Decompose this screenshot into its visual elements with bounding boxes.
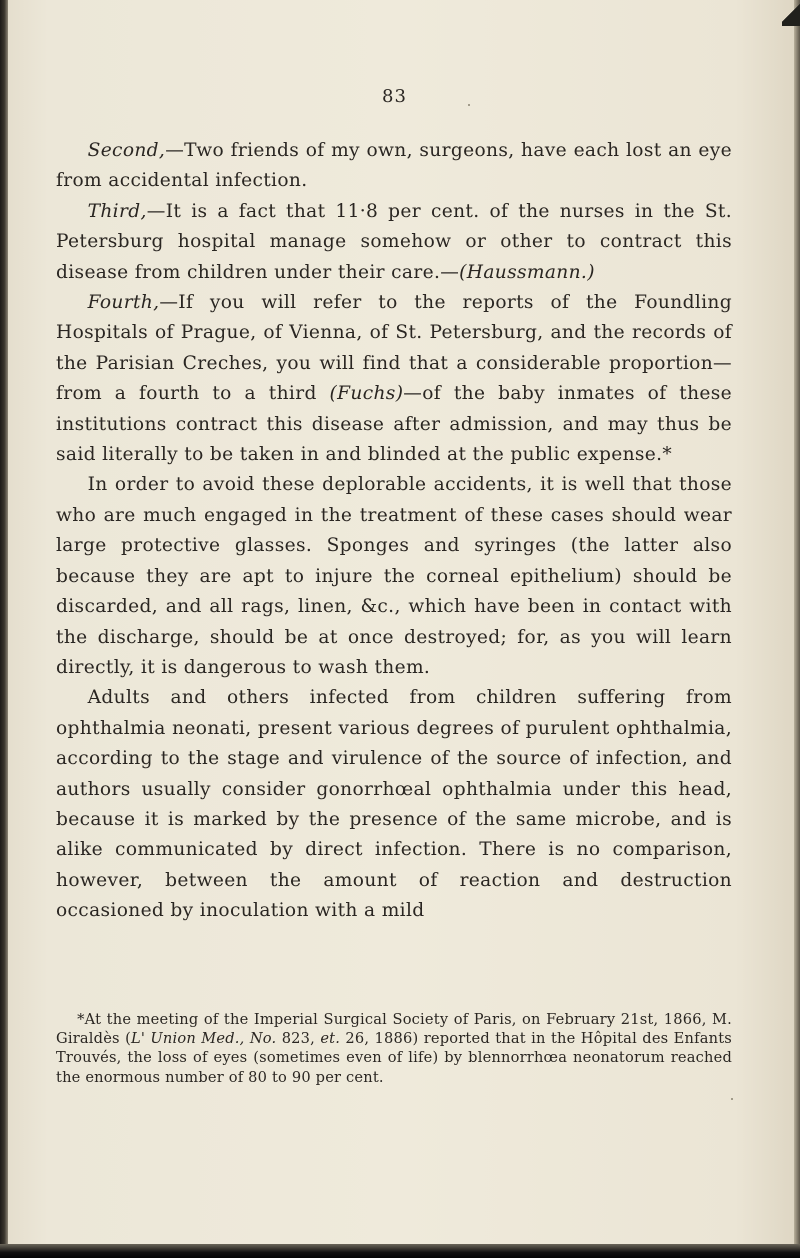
footnote-part: 823, [276,1030,321,1048]
paragraph-second [56,136,732,197]
paragraph-text: —It is a fact that 11·8 per cent. of the nurses in the St. Petersburg hospital manage somehow or other to contract this disease from children under their care.— [56,200,732,283]
page-right-edge [794,0,800,1258]
footnote-journal: L' Union Med., No. [130,1030,277,1048]
paragraph-text: —If you will refer to the reports of the Foundling Hospitals of Prague, of Vienna, of St. Petersburg, and the records of the Parisian Creches, you will find that a considerable proportion—from a fourth to a third [56,292,732,405]
paragraph-lead: Fourth, [87,292,160,314]
paragraph-lead: Second, [87,140,166,161]
footnote-part: *At the meeting of the Imperial Surgical Society of Paris, on February 21st, 1866, M. Giraldès ( [56,1011,732,1048]
paragraph-text-continued: —of the baby inmates of these institutions contract this disease after admission, and may thus be said literally to be taken in and blinded at the public expense.* [56,383,732,466]
footnote-et: et. [320,1030,341,1048]
paragraph-fourth [56,288,732,470]
citation: (Fuchs) [329,383,404,405]
paper-speck [468,104,470,106]
page-bottom-shadow [0,1244,800,1258]
footnote-part: 26, 1886) reported that in the Hôpital des Enfants Trouvés, the loss of eyes (sometimes even of life) by blennorrhœa neonatorum reached the enormous number of 80 to 90 per cent. [56,1030,732,1086]
paragraph-adults [56,683,732,926]
paragraph-text: In order to avoid these deplorable accidents, it is well that those who are much engaged in the treatment of these cases should wear large protective glasses. Sponges and syringes (the latter also because they are apt to injure the corneal epithelium) should be discarded, and all rags, linen, &c., which have been in contact with the discharge, should be at once destroyed; for, as you will learn directly, it is dangerous to wash them. [56,474,732,678]
paragraph-text: —Two friends of my own, surgeons, have each lost an eye from accidental infection. [56,140,732,192]
page-number: 83 [382,86,407,107]
footnote-text [56,1010,732,1087]
paragraph-third [56,197,732,288]
paper-speck [731,1098,733,1100]
paragraph-text: Adults and others infected from children suffering from ophthalmia neonati, present various degrees of purulent ophthalmia, according to the stage and virulence of the source of infection, and authors usually consider gonorrhœal ophthalmia under this head, because it is marked by the presence of the same microbe, and is alike communicated by direct infection. There is no comparison, however, between the amount of reaction and destruction occasioned by inoculation with a mild [56,687,732,922]
paragraph-lead: Third, [87,200,147,222]
body-text [56,136,732,927]
footnote [56,1010,732,1087]
page-corner-shadow [782,0,800,26]
page-binding-shadow [0,0,8,1258]
paragraph-precautions [56,470,732,683]
citation: (Haussmann.) [459,261,595,283]
